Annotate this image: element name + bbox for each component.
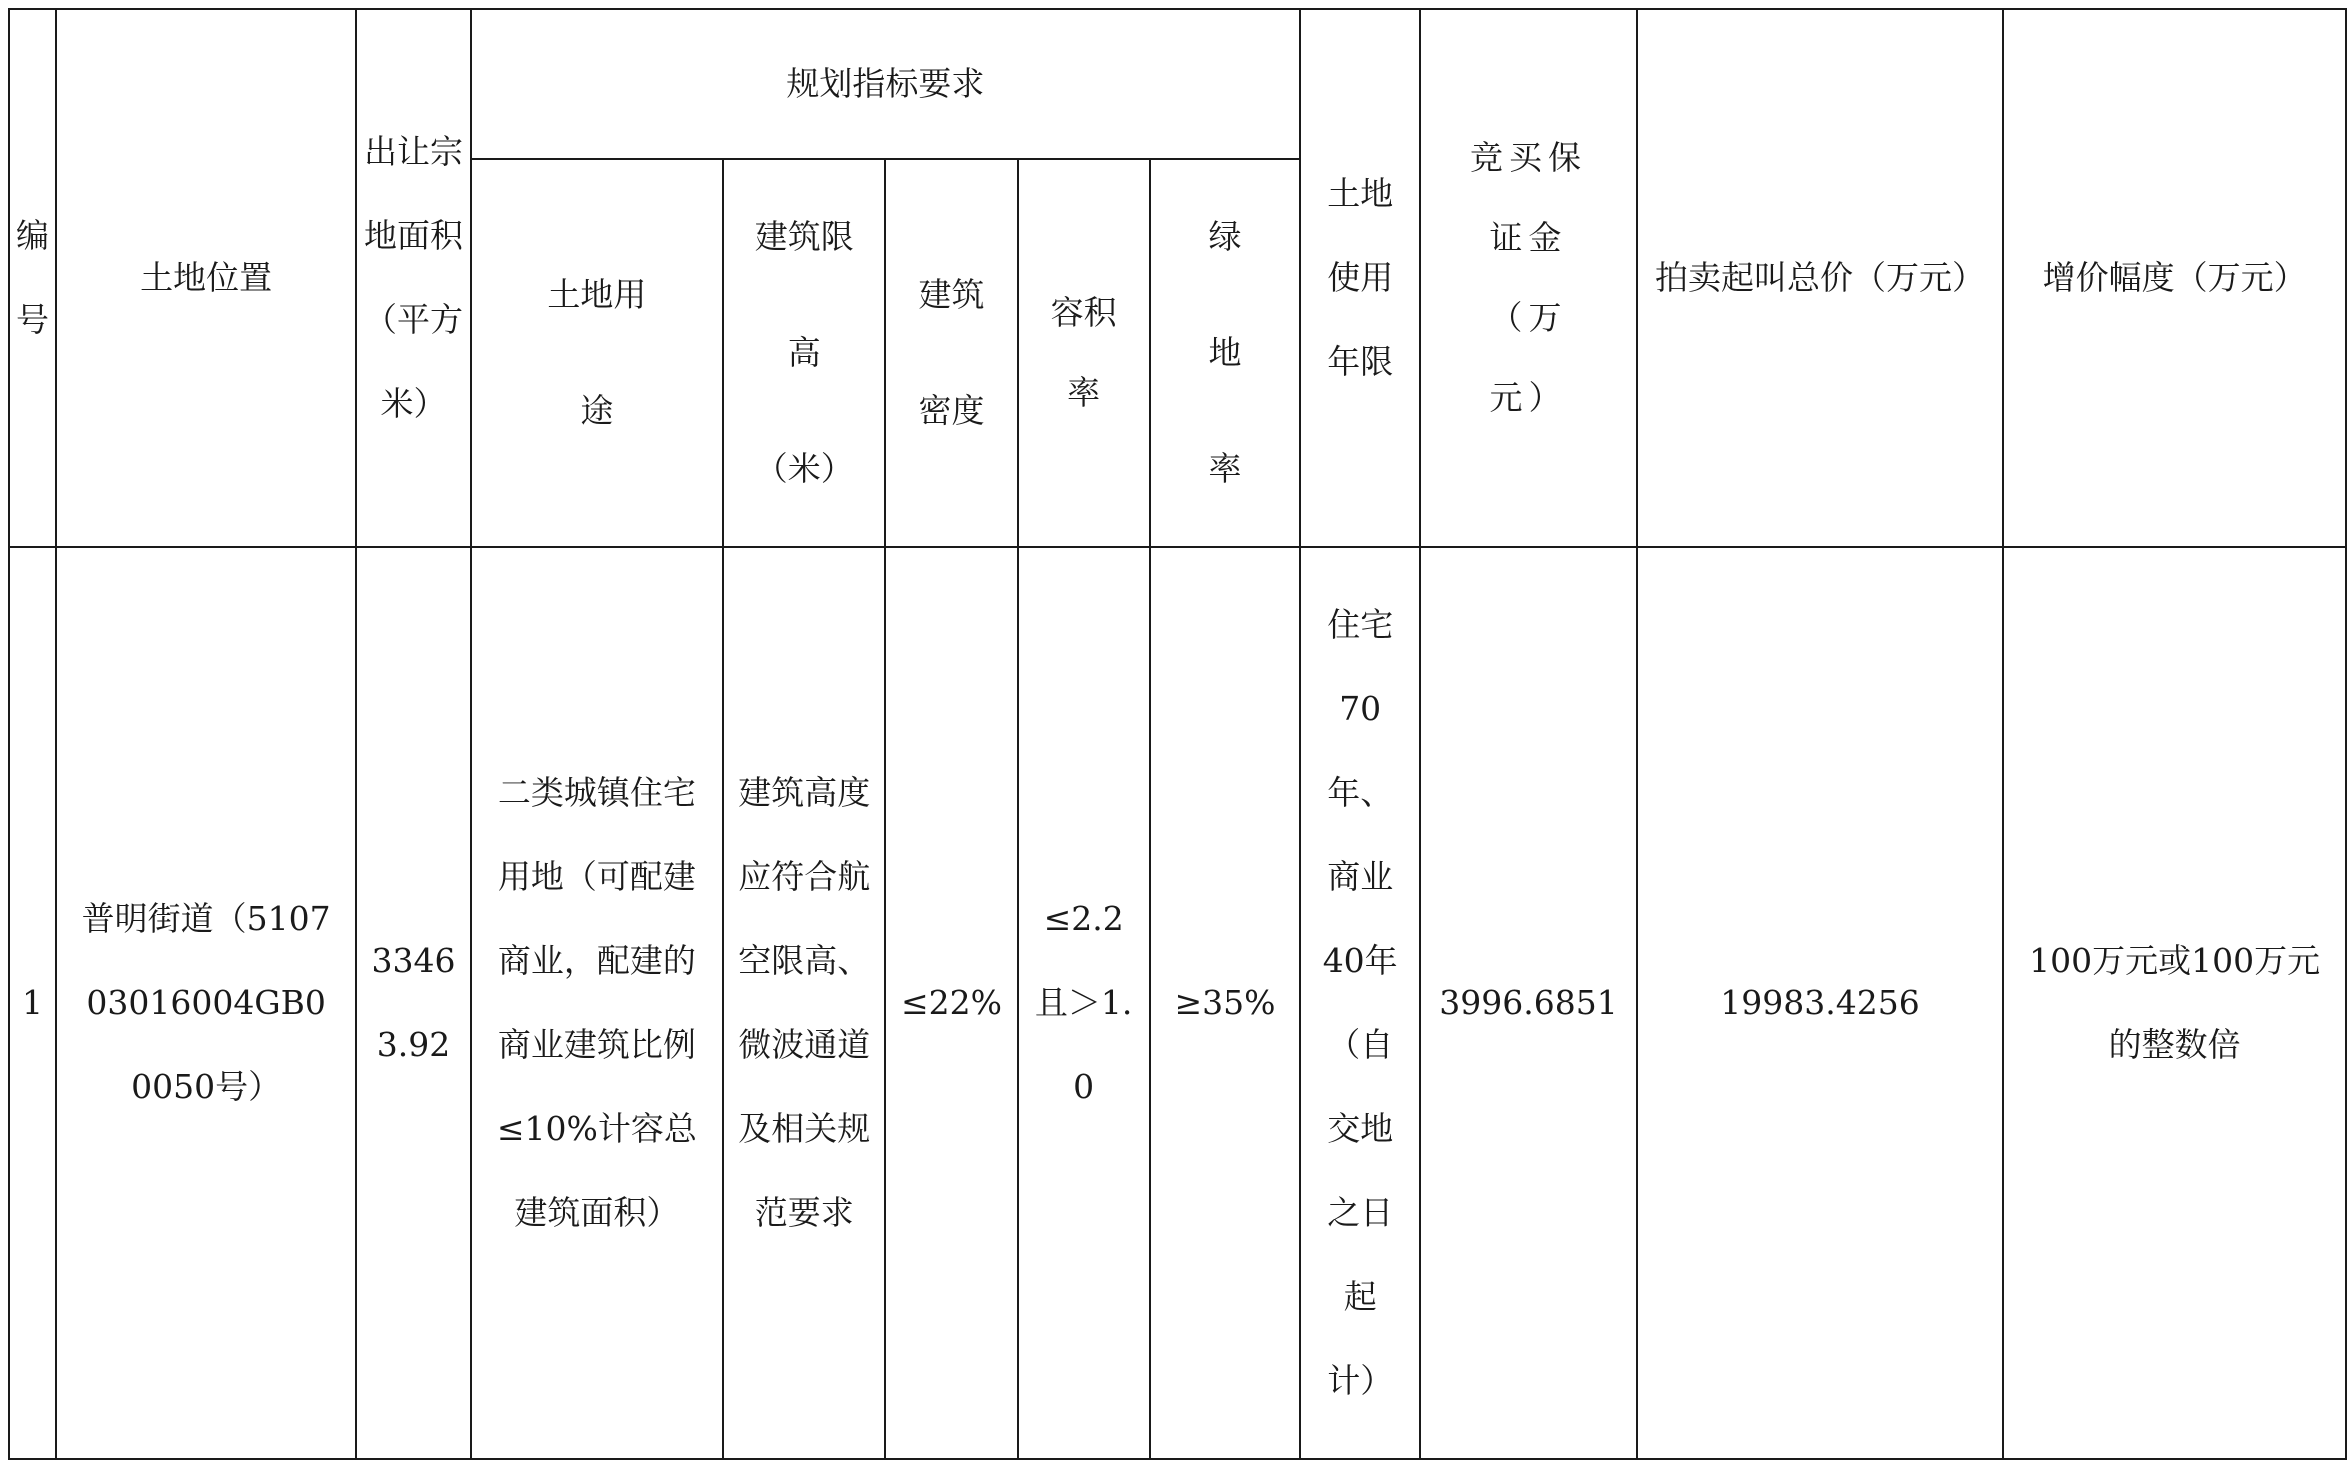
cell-area: 33463.92 (356, 547, 470, 1459)
header-land-use: 土地用途 (471, 159, 723, 547)
header-deposit: 竞买保证金（万元） (1420, 9, 1636, 547)
cell-start-price: 19983.4256 (1637, 547, 2004, 1459)
cell-far: ≤2.2且＞1.0 (1018, 547, 1150, 1459)
cell-green-ratio: ≥35% (1150, 547, 1300, 1459)
cell-id: 1 (9, 547, 56, 1459)
header-id: 编号 (9, 9, 56, 547)
header-location: 土地位置 (56, 9, 357, 547)
header-density: 建筑密度 (885, 159, 1017, 547)
cell-land-use: 二类城镇住宅用地（可配建商业，配建的商业建筑比例≤10%计容总建筑面积） (471, 547, 723, 1459)
header-increment: 增价幅度（万元） (2003, 9, 2346, 547)
cell-deposit: 3996.6851 (1420, 547, 1636, 1459)
header-height-limit: 建筑限高（米） (723, 159, 885, 547)
header-planning-group: 规划指标要求 (471, 9, 1300, 159)
header-far: 容积率 (1018, 159, 1150, 547)
cell-height-limit: 建筑高度应符合航空限高、微波通道及相关规范要求 (723, 547, 885, 1459)
cell-density: ≤22% (885, 547, 1017, 1459)
header-area: 出让宗地面积（平方米） (356, 9, 470, 547)
land-auction-table (8, 8, 2347, 1460)
cell-increment: 100万元或100万元的整数倍 (2003, 547, 2346, 1459)
cell-term: 住宅70年、商业40年（自交地之日起计） (1300, 547, 1420, 1459)
header-term: 土地使用年限 (1300, 9, 1420, 547)
header-green-ratio: 绿地率 (1150, 159, 1300, 547)
header-row-1 (9, 9, 2346, 159)
header-start-price: 拍卖起叫总价（万元） (1637, 9, 2004, 547)
table-row (9, 547, 2346, 1459)
cell-location: 普明街道（510703016004GB00050号） (56, 547, 357, 1459)
